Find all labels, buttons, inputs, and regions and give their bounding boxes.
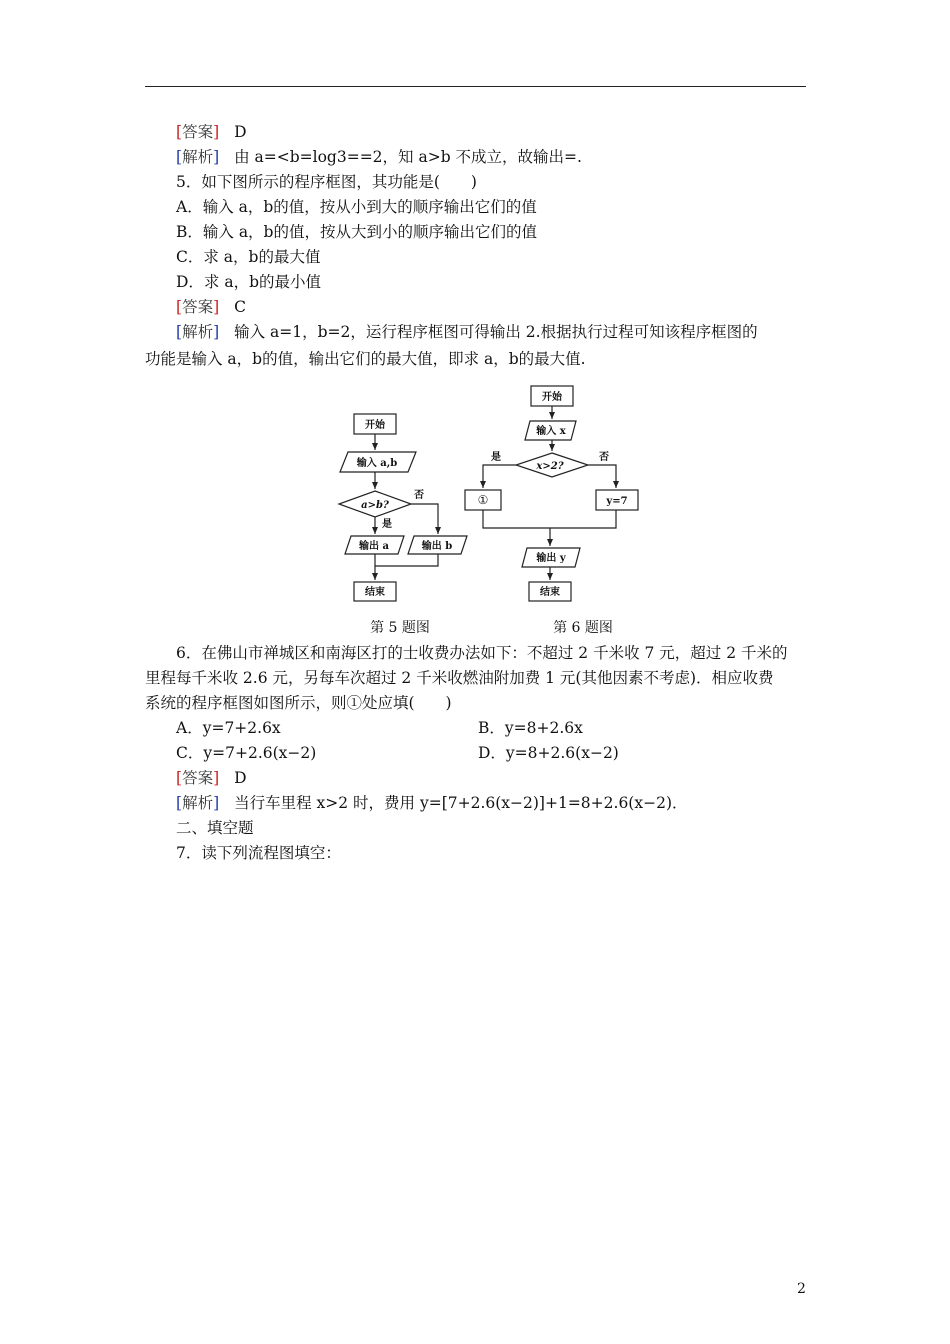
q4-analysis-line: [解析] 由 a=<b=log3==2，知 a>b 不成立，故输出=. [176, 148, 582, 166]
fig6-no-label: 否 [599, 452, 609, 463]
q6-line2: 里程每千米收 2.6 元，另每车次超过 2 千米收燃油附加费 1 元(其他因素不考虑)．相应收费 [145, 669, 774, 687]
analysis-tag: 解析 [182, 148, 214, 166]
analysis-text: 由 a=<b=log3==2，知 a>b 不成立，故输出=. [234, 148, 582, 166]
q6-line1: 6．在佛山市禅城区和南海区打的士收费办法如下：不超过 2 千米收 7 元，超过 2 千米的 [176, 644, 788, 662]
q6-option-b: B．y=8+2.6x [478, 719, 583, 737]
fig6-caption: 第 6 题图 [553, 620, 613, 636]
analysis-text: 输入 a=1，b=2，运行程序框图可得输出 2.根据执行过程可知该程序框图的 [234, 323, 758, 341]
answer-tag: 答案 [182, 123, 214, 141]
q5-option-c: C．求 a，b的最大值 [176, 248, 321, 266]
fig6-box-left-label: ① [477, 493, 489, 507]
analysis-tag: 解析 [182, 323, 214, 341]
fig6-yes-label: 是 [491, 452, 501, 463]
q5-analysis-line2: 功能是输入 a，b的值，输出它们的最大值，即求 a，b的最大值. [145, 350, 586, 368]
q6-option-c: C．y=7+2.6(x−2) [176, 744, 317, 762]
q5-option-b: B．输入 a，b的值，按从大到小的顺序输出它们的值 [176, 223, 537, 241]
q5-option-a: A．输入 a，b的值，按从小到大的顺序输出它们的值 [176, 198, 537, 216]
answer-value: D [234, 123, 247, 141]
fig5-input-label: 输入 a,b [356, 458, 398, 469]
q7-question: 7．读下列流程图填空： [176, 844, 341, 862]
analysis-tag: 解析 [182, 794, 214, 812]
fig5-start-label: 开始 [365, 420, 385, 431]
q6-option-a: A．y=7+2.6x [176, 719, 281, 737]
q6-analysis-line: [解析] 当行车里程 x>2 时，费用 y=[7+2.6(x−2)]+1=8+2.6(x−2)． [176, 794, 688, 812]
fig6-end-label: 结束 [540, 587, 560, 598]
answer-tag: 答案 [182, 769, 214, 787]
q6-line3: 系统的程序框图如图所示，则①处应填( ) [145, 694, 452, 712]
q5-analysis-line: [解析] 输入 a=1，b=2，运行程序框图可得输出 2.根据执行过程可知该程序框图的 [176, 323, 758, 341]
fig5-yes-label: 是 [382, 519, 392, 530]
fig6-output-label: 输出 y [536, 553, 566, 564]
fig6-input-label: 输入 x [536, 426, 566, 437]
fig5-end-label: 结束 [365, 587, 385, 598]
section-heading: 二、填空题 [176, 819, 254, 837]
analysis-text: 当行车里程 x>2 时，费用 y=[7+2.6(x−2)]+1=8+2.6(x−2)． [234, 794, 688, 812]
answer-value: D [234, 769, 247, 787]
q5-option-d: D．求 a，b的最小值 [176, 273, 322, 291]
fig6-box-right-label: y=7 [606, 496, 628, 507]
q5-question: 5．如下图所示的程序框图，其功能是( ) [176, 173, 477, 191]
answer-tag: 答案 [182, 298, 214, 316]
fig6-start-label: 开始 [542, 392, 562, 403]
q5-answer-line: [答案] C [176, 298, 246, 316]
q6-option-d: D．y=8+2.6(x−2) [478, 744, 619, 762]
fig5-output-a-label: 输出 a [359, 541, 389, 552]
answer-value: C [234, 298, 246, 316]
fig5-output-b-label: 输出 b [421, 541, 453, 552]
q4-answer-line: [答案] D [176, 123, 247, 141]
fig5-no-label: 否 [414, 490, 424, 501]
fig5-decision-label: a>b? [361, 500, 389, 511]
fig6-decision-label: x>2? [536, 461, 564, 472]
fig5-caption: 第 5 题图 [370, 620, 430, 636]
page-number: 2 [797, 1281, 806, 1297]
q6-answer-line: [答案] D [176, 769, 247, 787]
